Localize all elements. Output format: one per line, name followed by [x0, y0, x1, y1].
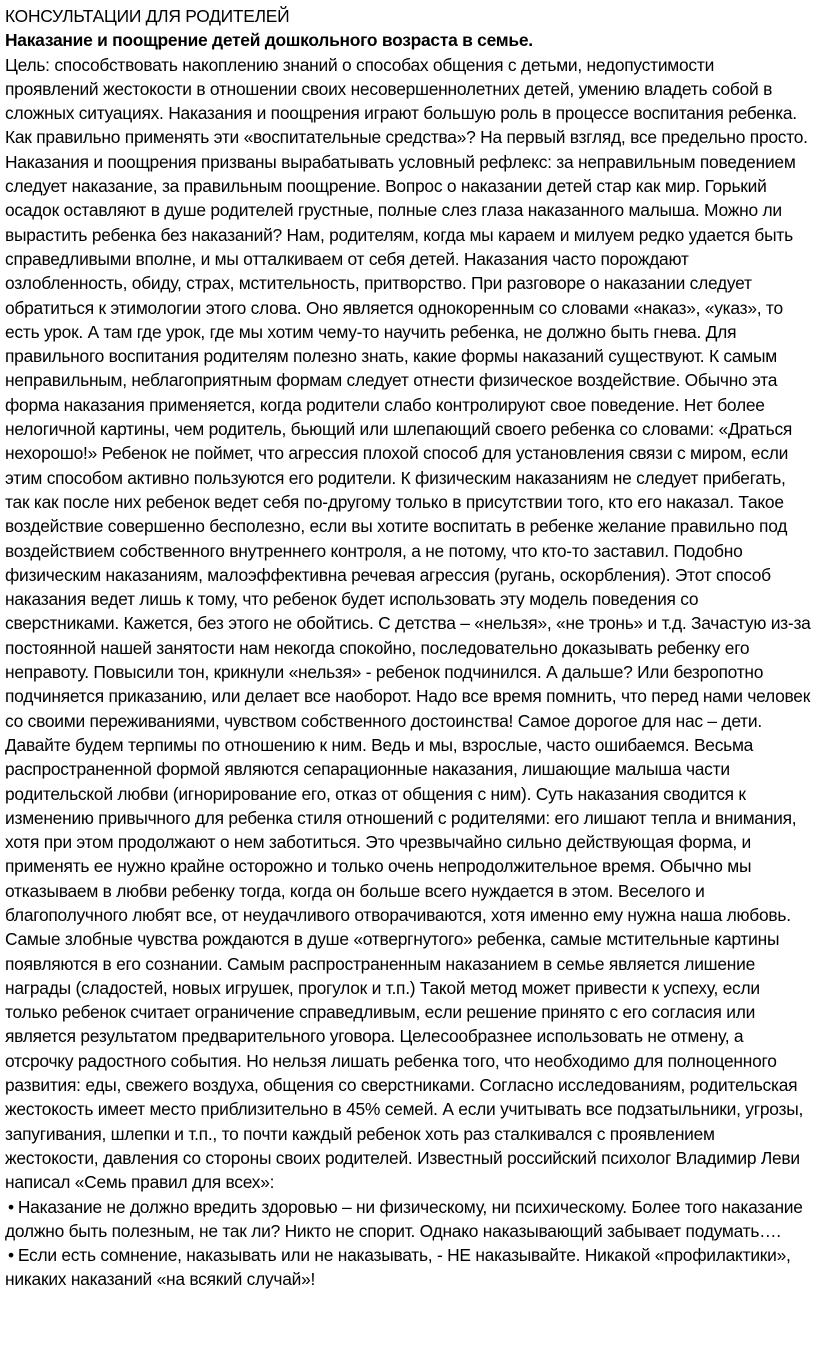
bullet-mark: • — [8, 1245, 14, 1266]
bullet-mark: • — [8, 1196, 14, 1217]
bullet-text: Если есть сомнение, наказывать или не наказывать, - НЕ наказывайте. Никакой «профилактики», никаких наказаний «на всякий случай»! — [5, 1245, 791, 1290]
document-title: Наказание и поощрение детей дошкольного возраста в семье. — [5, 30, 533, 51]
body-paragraph: Цель: способствовать накоплению знаний о способах общения с детьми, недопустимости проявлений жестокости в отношении своих несовершеннолетних детей, умению владеть собой в сложных ситуациях. Наказания и поощрения играют большую роль в процессе воспитания ребенка. Как правильно применять эти «воспитательные средства»? На первый взгляд, все предельно просто. Наказания и поощрения призваны вырабатывать условный рефлекс: за неправильным поведением следует наказание, за правильным поощрение. Вопрос о наказании детей стар как мир. Горький осадок оставляют в душе родителей грустные, полные слез глаза наказанного малыша. Можно ли вырастить ребенка без наказаний? Нам, родителям, когда мы караем и милуем редко удается быть справедливыми вполне, и мы отталкиваем от себя детей. Наказания часто порождают озлобленность, обиду, страх, мстительность, притворство. При разговоре о наказании следует обратиться к этимологии этого слова. Оно является однокоренным со словами «наказ», «указ», то есть урок. А там где урок, где мы хотим чему-то научить ребенка, не должно быть гнева. Для правильного воспитания родителям полезно знать, какие формы наказаний существуют. К самым неправильным, неблагоприятным формам следует отнести физическое воздействие. Обычно эта форма наказания применяется, когда родители слабо контролируют свое поведение. Нет более нелогичной картины, чем родитель, бьющий или шлепающий своего ребенка со словами: «Драться нехорошо!» Ребенок не поймет, что агрессия плохой способ для установления связи с миром, если этим способом активно пользуются его родители. К физическим наказаниям не следует прибегать, так как после них ребенок ведет себя по-другому только в присутствии того, кто его наказал. Такое воздействие совершенно бесполезно, если вы хотите воспитать в ребенке желание правильно под воздействием собственного внутреннего контроля, а не потому, что кто-то заставил. Подобно физическим наказаниям, малоэффективна речевая агрессия (ругань, оскорбления). Этот способ наказания ведет лишь к тому, что ребенок будет использовать эту модель поведения со сверстниками. Кажется, без этого не обойтись. С детства – «нельзя», «не тронь» и т.д. Зачастую из-за постоянной нашей занятости нам некогда спокойно, последовательно доказывать ребенку его неправоту. Повысили тон, крикнули «нельзя» - ребенок подчинился. А дальше? Или безропотно подчиняется приказанию, или делает все наоборот. Надо все время помнить, что перед нами человек со своими переживаниями, чувством собственного достоинства! Самое дорогое для нас – дети. Давайте будем терпимы по отношению к ним. Ведь и мы, взрослые, часто ошибаемся. Весьма распространенной формой являются сепарационные наказания, лишающие малыша части родительской любви (игнорирование его, отказ от общения с ним). Суть наказания сводится к изменению привычного для ребенка стиля отношений с родителями: его лишают тепла и внимания, хотя при этом продолжают о нем заботиться. Это чрезвычайно сильно действующая форма, и применять ее нужно крайне осторожно и только очень непродолжительное время. Обычно мы отказываем в любви ребенку тогда, когда он больше всего нуждается в этом. Веселого и благополучного любят все, от неудачливого отворачиваются, хотя именно ему нужна наша любовь. Самые злобные чувства рождаются в душе «отвергнутого» ребенка, самые мстительные картины появляются в его сознании. Самым распространенным наказанием в семье является лишение награды (сладостей, новых игрушек, прогулок и т.п.) Такой метод может привести к успеху, если только ребенок считает ограничение справедливым, если решение принято с его согласия или является результатом предварительного уговора. Целесообразнее использовать не отмену, а отсрочку радостного события. Но нельзя лишать ребенка того, что необходимо для полноценного развития: еды, свежего воздуха, общения со сверстниками. Согласно исследованиям, родительская жестокость имеет место приблизительно в 45% семей. А если учитывать все подзатыльники, угрозы, запугивания, шлепки и т.п., то почти каждый ребенок хоть раз сталкивался с проявлением жестокости, давления со стороны своих родителей. Известный российский психолог Владимир Леви написал «Семь правил для всех»: — [5, 54, 811, 1193]
document-heading: КОНСУЛЬТАЦИИ ДЛЯ РОДИТЕЛЕЙ — [5, 6, 290, 26]
bullet-item — [5, 1195, 811, 1244]
bullet-item — [5, 1243, 811, 1292]
bullet-text: Наказание не должно вредить здоровью – ни физическому, ни психическому. Более того наказание должно быть полезным, не так ли? Никто не спорит. Однако наказывающий забывает подумать…. — [5, 1196, 803, 1241]
